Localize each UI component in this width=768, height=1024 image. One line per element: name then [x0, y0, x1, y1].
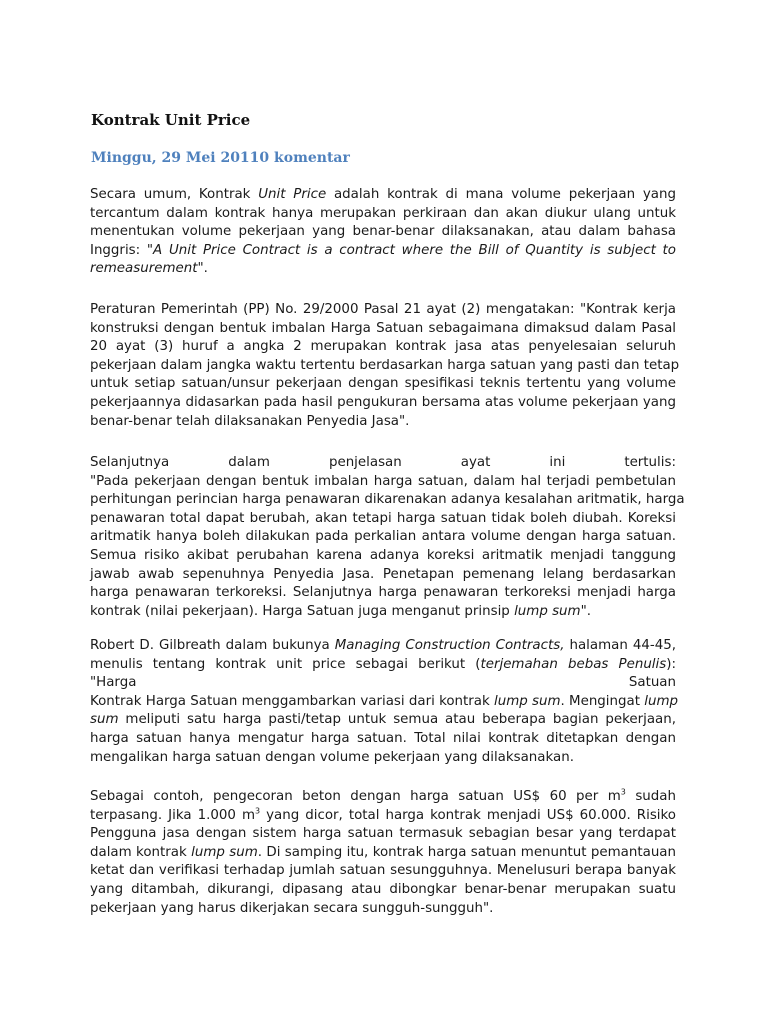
text-line: terpasang. Jika 1.000 $m^3$ yang dicor, total harga kontrak menjadi US$ 60.000. Risiko: [90, 806, 676, 823]
italic-term: lump sum: [514, 603, 581, 619]
text-line: 20 ayat (3) huruf a angka 2 merupakan kontrak jasa atas penyelesaian seluruh: [90, 339, 676, 355]
text-line: yang ditambah, dikurangi, dipasang atau dibongkar benar-benar merupakan suatu: [90, 881, 676, 897]
text-line: Selanjutnya dalam penjelasan ayat ini tertulis:: [90, 455, 676, 470]
italic-term: lump sum: [191, 844, 258, 860]
text-line: sum meliputi satu harga pasti/tetap untuk semua atau beberapa bagian pekerjaan,: [90, 712, 676, 728]
text-line: harga penawaran terkoreksi. Selanjutnya harga penawaran terkoreksi menjadi harga: [90, 585, 676, 601]
italic-term: terjemahan bebas Penulis: [480, 656, 667, 672]
paragraph-3: [90, 454, 685, 621]
document-title: Kontrak Unit Price: [91, 111, 251, 129]
text-line: mengalikan harga satuan dengan volume pekerjaan yang dilaksanakan.: [90, 749, 574, 765]
italic-term: sum: [90, 712, 119, 728]
text-line: kontrak (nilai pekerjaan). Harga Satuan juga menganut prinsip lump sum".: [90, 603, 592, 619]
text-line: pekerjaan dalam jangka waktu tertentu berdasarkan harga satuan yang pasti dan tetap: [90, 357, 680, 373]
text-line: untuk setiap satuan/unsur pekerjaan dengan spesifikasi teknis tertentu yang volume: [90, 376, 676, 392]
text-line: menentukan volume pekerjaan yang benar-benar dilaksanakan, atau dalam bahasa: [90, 224, 676, 240]
text-line: "Pada pekerjaan dengan bentuk imbalan harga satuan, dalam hal terjadi pembetulan: [90, 473, 676, 489]
text-line: konstruksi dengan bentuk imbalan Harga Satuan sebagaimana dimaksud dalam Pasal: [90, 320, 676, 336]
text-line: ketat dan verifikasi terhadap jumlah satuan sesungguhnya. Menelusuri berapa banyak: [90, 863, 676, 879]
text-line: Sebagai contoh, pengecoran beton dengan harga satuan US$ 60 per $m^3$ sudah: [90, 787, 676, 804]
text-line: tercantum dalam kontrak hanya merupakan perkiraan dan akan diukur ulang untuk: [90, 205, 676, 221]
italic-quote: remeasurement": [90, 261, 204, 277]
text-line: Semua risiko akibat perubahan karena adanya koreksi aritmatik menjadi tanggung: [90, 547, 676, 563]
paragraph-4: [90, 637, 676, 767]
text-line: pekerjaan yang harus dikerjakan secara sungguh-sungguh".: [90, 900, 494, 916]
text-line: Secara umum, Kontrak Unit Price adalah kontrak di mana volume pekerjaan yang: [90, 187, 676, 202]
text-line: jawab awab sepenuhnya Penyedia Jasa. Penetapan pemenang lelang berdasarkan: [90, 566, 676, 582]
paragraph-5: [90, 788, 676, 918]
italic-term: Unit Price: [258, 187, 327, 202]
text-line: Robert D. Gilbreath dalam bukunya Managing Construction Contracts, halaman 44-45,: [90, 638, 676, 653]
book-title: Managing Construction Contracts,: [334, 638, 565, 653]
italic-term: lump: [644, 693, 678, 709]
text-line: remeasurement".: [90, 261, 208, 277]
text-line: penawaran total dapat berubah, akan tetapi harga satuan tidak boleh diubah. Koreksi: [90, 510, 676, 526]
text-line: pekerjaannya didasarkan pada hasil pengukuran bersama atas volume pekerjaan yang: [90, 394, 676, 410]
text-line: "Harga Satuan: [90, 675, 676, 691]
text-line: menulis tentang kontrak unit price sebagai berikut (terjemahan bebas Penulis):: [90, 656, 676, 672]
text-line: Kontrak Harga Satuan menggambarkan variasi dari kontrak lump sum. Mengingat lump: [90, 693, 678, 709]
paragraph-1: [90, 186, 676, 279]
italic-term: lump sum: [494, 693, 561, 709]
text-line: aritmatik hanya boleh dilakukan pada perkalian antara volume dengan harga satuan.: [90, 529, 676, 545]
text-line: benar-benar telah dilaksanakan Penyedia Jasa".: [90, 413, 410, 429]
text-line: Inggris: "A Unit Price Contract is a contract where the Bill of Quantity is subject to: [90, 242, 676, 258]
text-line: Peraturan Pemerintah (PP) No. 29/2000 Pasal 21 ayat (2) mengatakan: "Kontrak kerja: [90, 302, 676, 317]
text-line: perhitungan perincian harga penawaran dikarenakan adanya kesalahan aritmatik, harga: [90, 492, 685, 508]
text-line: Pengguna jasa dengan sistem harga satuan termasuk sebagian besar yang terdapat: [90, 826, 676, 842]
date-comment-line: Minggu, 29 Mei 20110 komentar: [91, 150, 350, 166]
text-line: dalam kontrak lump sum. Di samping itu, kontrak harga satuan menuntut pemantauan: [90, 844, 676, 860]
paragraph-2: [90, 301, 680, 431]
text-line: harga satuan hanya mengatur harga satuan. Total nilai kontrak ditetapkan dengan: [90, 730, 676, 746]
italic-quote: "A Unit Price Contract is a contract where the Bill of Quantity is subject to: [146, 242, 676, 258]
